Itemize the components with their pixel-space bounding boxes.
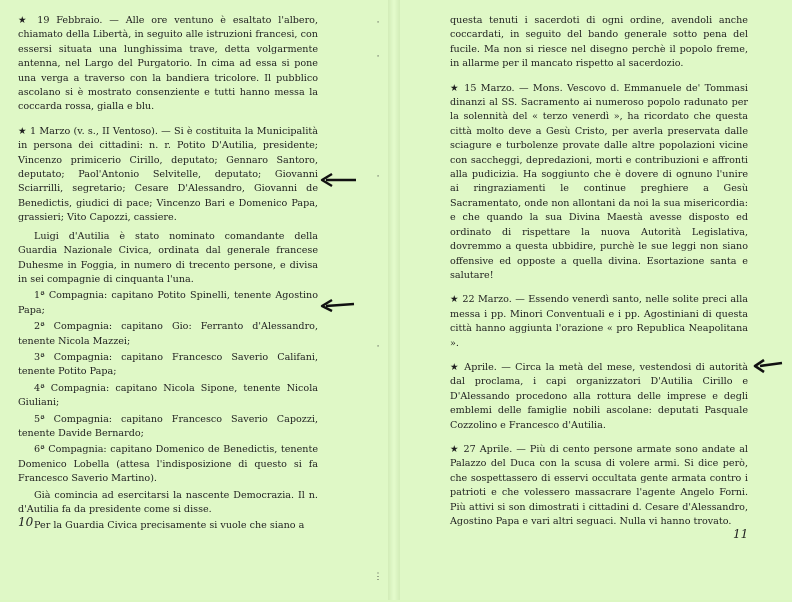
handwritten-arrow-mark	[318, 171, 358, 189]
company-3: 3ª Compagnia: capitano Francesco Saverio Califani, tenente Potito Papa;	[18, 351, 318, 378]
handwritten-arrow-mark	[318, 296, 358, 314]
page-number-right: 11	[733, 527, 749, 541]
entry-aprile: ★ Aprile. — Circa la metà del mese, vestendosi di autorità dal proclama, i capi organizzatori D'Autilia Cirillo e D'Alessando procedono alla rottura delle imprese e degli emblemi delle famiglie nobili ascolane: deputati Pasquale Cozzolino e Francesco d'Autilia.	[450, 361, 748, 431]
entry-15-marzo: ★ 15 Marzo. — Mons. Vescovo d. Emmanuele de' Tommasi dinanzi al SS. Sacramento ai numeroso popolo radunato per la solennità del « terzo venerdì », ha ricordato che questa città molto deve a Gesù Cristo, per averla preservata dalle sciagure e turbolenze provate dalle altre popolazioni vicine con saccheggi, depredazioni, morti e contribuzioni e affronti alla pudicizia. Ha soggiunto che è dovere di ognuno l'unire ai ringraziamenti le continue preghiere a Gesù Sacramentato, onde non allontani da noi la sua misericordia: e che quando la sua Divina Maestà avesse disposto ed ordinato di rispettare la nuova Autorità Legislativa, dovremmo a questa ubbidire, purchè le sue leggi non siano offensive ed opposte a quella divina. Esortazione santa e salutare!	[450, 82, 748, 281]
entry-22-marzo: ★ 22 Marzo. — Essendo venerdì santo, nelle solite preci alla messa i pp. Minori Conventuali e i pp. Agostiniani di questa città hanno aggiunta l'orazione « pro Republica Neapolitana ».	[450, 294, 748, 349]
left-text-column	[18, 14, 318, 534]
paragraph-guardia-nazionale: Luigi d'Autilia è stato nominato comandante della Guardia Nazionale Civica, ordinata dal generale francese Duhesme in Foggia, in numero di trecento persone, e divisa in sei compagnie di cinquanta l'una.	[18, 230, 318, 285]
entry-19-febbraio: ★ 19 Febbraio. — Alle ore ventuno è esaltato l'albero, chiamato della Libertà, in seguito alle istruzioni francesi, con essersi situata una lunghissima trave, detta volgarmente antenna, nel Largo del Purgatorio. In cima ad essa si pone una verga a traverso con la bandiera tricolore. Il pubblico ascolano si è mostrato consenziente e tutti hanno messa la coccarda rossa, gialla e blu.	[18, 15, 318, 113]
entry-1-marzo: ★ 1 Marzo (v. s., II Ventoso). — Si è costituita la Municipalità in persona dei cittadini: n. r. Potito D'Autilia, presidente; Vincenzo primicerio Cirillo, deputato; Gennaro Santoro, deputato; Paol'Antonio Selvitelle, deputato; Giovanni Sciarrilli, segretario; Cesare D'Alessandro, Giovanni de Benedictis, giudici di pace; Vincenzo Bari e Domenico Papa, grassieri; Vito Capozzi, cassiere.	[18, 125, 318, 224]
company-6: 6ª Compagnia: capitano Domenico de Benedictis, tenente Domenico Lobella (attesa l'indisposizione di questo si fa Francesco Saverio Martino).	[18, 444, 318, 485]
handwritten-arrow-mark	[752, 356, 784, 374]
paragraph-democrazia: Già comincia ad esercitarsi la nascente Democrazia. Il n. d'Autilia fa da presidente come si disse.	[18, 489, 318, 515]
book-gutter	[388, 0, 400, 600]
paragraph-continuation: questa tenuti i sacerdoti di ogni ordine, avendoli anche coccardati, in seguito del bando generale sotto pena del fucile. Ma non si riesce nel disegno perchè il popolo freme, in allarme per il mancato rispetto al sacerdozio.	[450, 15, 748, 70]
entry-27-aprile: ★ 27 Aprile. — Più di cento persone armate sono andate al Palazzo del Duca con la scusa di volere armi. Si dice però, che sospettassero di esservi occultata gente armata contro i patrioti e che volessero massacrare l'agente Angelo Forni. Più attivi si son dimostrati i cittadini d. Cesare d'Alessandro, Agostino Papa e vari altri seguaci. Nulla vi hanno trovato.	[450, 443, 748, 527]
company-4: 4ª Compagnia: capitano Nicola Sipone, tenente Nicola Giuliani;	[18, 382, 318, 409]
paragraph-guardia-civica: Per la Guardia Civica precisamente si vuole che siano a	[34, 520, 305, 532]
company-5: 5ª Compagnia: capitano Francesco Saverio Capozzi, tenente Davide Bernardo;	[18, 413, 318, 439]
right-page	[400, 0, 792, 600]
company-2: 2ª Compagnia: capitano Gio: Ferranto d'Alessandro, tenente Nicola Mazzei;	[18, 321, 318, 347]
company-1: 1ª Compagnia: capitano Potito Spinelli, tenente Agostino Papa;	[18, 290, 318, 316]
page-number-left: 10	[18, 515, 34, 529]
right-text-column	[450, 15, 748, 539]
left-page	[0, 0, 388, 600]
binding-marks: · · · · ⋮	[373, 18, 383, 582]
